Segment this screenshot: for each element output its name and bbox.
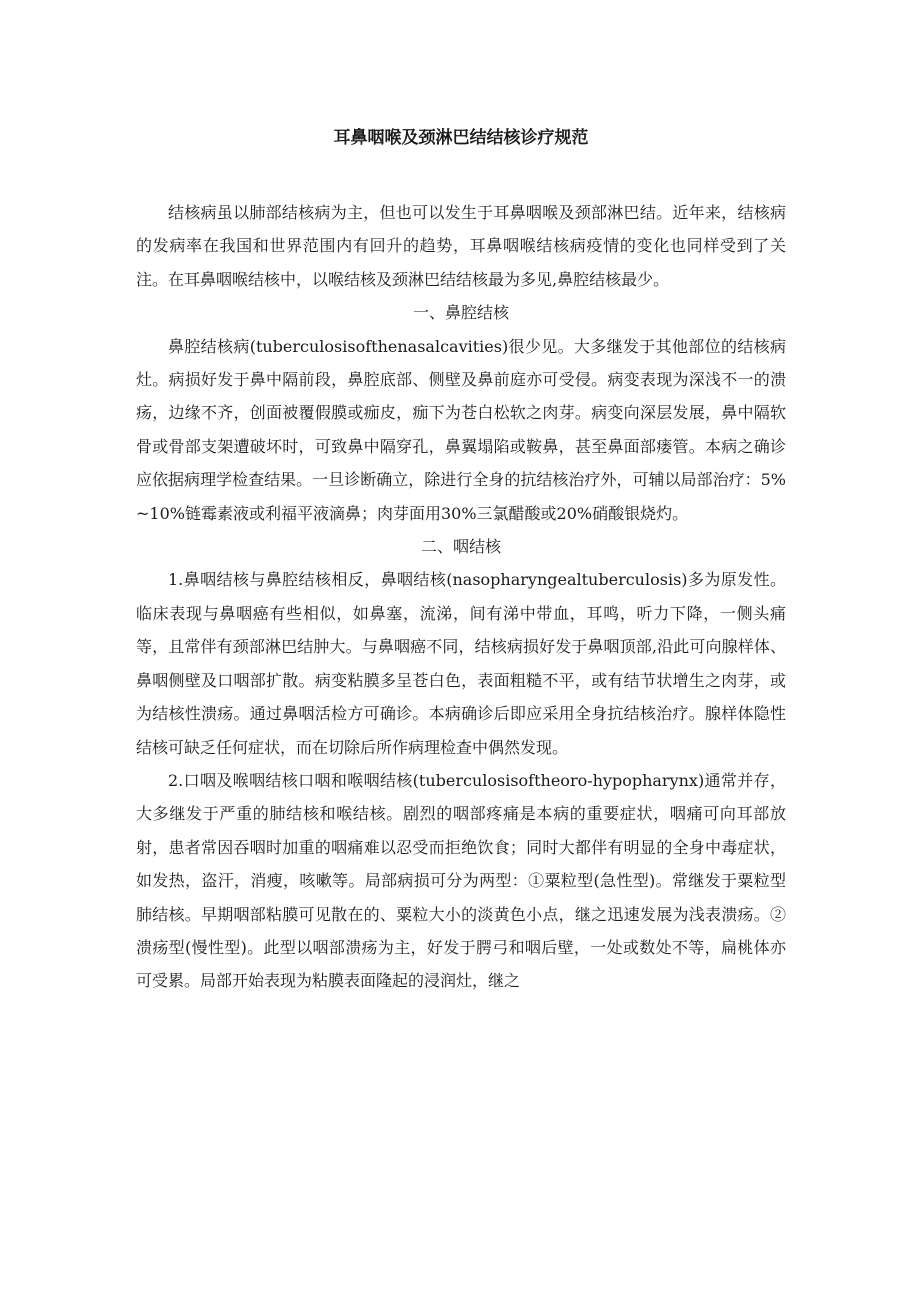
section-heading-pharynx: 二、咽结核 — [420, 537, 501, 557]
document-title: 耳鼻咽喉及颈淋巴结结核诊疗规范 — [333, 128, 589, 148]
nasopharynx-paragraph: 1.鼻咽结核与鼻腔结核相反，鼻咽结核(nasopharyngealtuberculosis)多为原发性。临床表现与鼻咽癌有些相似，如鼻塞，流涕，间有涕中带血，耳鸣，听力下降，一侧头痛等，且常伴有颈部淋巴结肿大。与鼻咽癌不同，结核病损好发于鼻咽顶部,沿此可向腺样体、鼻咽侧壁及口咽部扩散。病变粘膜多呈苍白色，表面粗糙不平，或有结节状增生之肉芽，或为结核性溃疡。通过鼻咽活检方可确诊。本病确诊后即应采用全身抗结核治疗。腺样体隐性结核可缺乏任何症状，而在切除后所作病理检查中偶然发现。 — [136, 570, 786, 757]
oro-hypopharynx-paragraph: 2.口咽及喉咽结核口咽和喉咽结核(tuberculosisoftheoro-hypopharynx)通常并存，大多继发于严重的肺结核和喉结核。剧烈的咽部疼痛是本病的重要症状，咽痛可向耳部放射，患者常因吞咽时加重的咽痛难以忍受而拒绝饮食；同时大都伴有明显的全身中毒症状，如发热，盗汗，消瘦，咳嗽等。局部病损可分为两型：①粟粒型(急性型)。常继发于粟粒型肺结核。早期咽部粘膜可见散在的、粟粒大小的淡黄色小点，继之迅速发展为浅表溃疡。②溃疡型(慢性型)。此型以咽部溃疡为主，好发于腭弓和咽后壁，一处或数处不等，扁桃体亦可受累。局部开始表现为粘膜表面隆起的浸润灶，继之 — [136, 770, 786, 991]
nasal-paragraph: 鼻腔结核病(tuberculosisofthenasalcavities)很少见。大多继发于其他部位的结核病灶。病损好发于鼻中隔前段，鼻腔底部、侧壁及鼻前庭亦可受侵。病变表现为深浅不一的溃疡，边缘不齐，创面被覆假膜或痂皮，痂下为苍白松软之肉芽。病变向深层发展，鼻中隔软骨或骨部支架遭破坏时，可致鼻中隔穿孔，鼻翼塌陷或鞍鼻，甚至鼻面部瘘管。本病之确诊应依据病理学检查结果。一旦诊断确立，除进行全身的抗结核治疗外，可辅以局部治疗：5%~10%链霉素液或利福平液滴鼻；肉芽面用30%三氯醋酸或20%硝酸银烧灼。 — [136, 336, 786, 523]
section-heading-nasal: 一、鼻腔结核 — [412, 303, 509, 323]
intro-paragraph: 结核病虽以肺部结核病为主，但也可以发生于耳鼻咽喉及颈部淋巴结。近年来，结核病的发病率在我国和世界范围内有回升的趋势，耳鼻咽喉结核病疫情的变化也同样受到了关注。在耳鼻咽喉结核中，以喉结核及颈淋巴结结核最为多见,鼻腔结核最少。 — [136, 203, 786, 289]
document-body — [136, 196, 786, 998]
